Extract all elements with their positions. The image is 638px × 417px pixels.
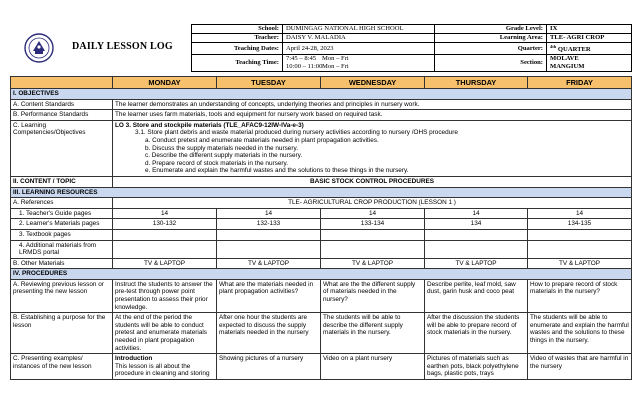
other-thursday: TV & LAPTOP (425, 258, 528, 269)
objectives-heading: I. OBJECTIVES (11, 89, 632, 100)
content-topic-value: BASIC STOCK CONTROL PROCEDURES (113, 176, 632, 187)
tg-monday: 14 (113, 208, 217, 219)
other-wednesday: TV & LAPTOP (321, 258, 425, 269)
tg-wednesday: 14 (321, 208, 425, 219)
lm-wednesday: 133-134 (321, 219, 425, 230)
lm-tuesday: 132-133 (217, 219, 321, 230)
learning-competencies-value (113, 120, 632, 176)
row-teachers-guide (11, 208, 632, 219)
textbook-thursday (425, 229, 528, 240)
row-learners-materials (11, 219, 632, 230)
log-title: DAILY LESSON LOG (72, 41, 173, 52)
purpose-wednesday: The students will be able to describe the different supply materials in the nursery. (321, 313, 425, 354)
day-monday: MONDAY (113, 77, 217, 89)
days-1: Mon – Fri (322, 55, 349, 63)
content-topic-label: II. CONTENT / TOPIC (11, 176, 113, 187)
teacher-label: Teacher: (192, 34, 283, 43)
section-resources (11, 187, 632, 198)
deped-seal-icon (24, 33, 54, 63)
day-header-row (11, 77, 632, 89)
reviewing-label: A. Reviewing previous lesson or presenting the new lesson (11, 279, 113, 312)
additional-thursday (425, 240, 528, 258)
reviewing-monday: Instruct the students to answer the pre-test through power point presentation to assess their prior knowledge. (113, 279, 217, 312)
additional-materials-label: 4. Additional materials from LRMDS portal (11, 240, 113, 258)
row-content-standards (11, 99, 632, 110)
purpose-label: B. Establishing a purpose for the lesson (11, 313, 113, 354)
lo-title: LO 3. Store and stockpile materials (TLE_AFAC9-12IW-IVa-e-3) (115, 121, 304, 129)
section-value (547, 55, 632, 72)
time-label: Teaching Time: (192, 55, 283, 72)
intro-title: Introduction (115, 355, 153, 363)
presenting-monday (113, 354, 217, 380)
row-reviewing (11, 279, 632, 312)
row-purpose (11, 313, 632, 354)
quarter-label: Quarter: (435, 43, 547, 55)
learners-materials-label: 2. Learner's Materials pages (11, 219, 113, 230)
presenting-tuesday: Showing pictures of a nursery (217, 354, 321, 380)
tg-tuesday: 14 (217, 208, 321, 219)
day-wednesday: WEDNESDAY (321, 77, 425, 89)
textbook-monday (113, 229, 217, 240)
time-value (283, 55, 435, 72)
other-monday: TV & LAPTOP (113, 258, 217, 269)
objective-d: d. Prepare record of stock materials in the nursery. (145, 159, 289, 167)
procedures-heading: IV. PROCEDURES (11, 269, 632, 280)
quarter-value (547, 43, 632, 55)
day-thursday: THURSDAY (425, 77, 528, 89)
teacher-value: DAISY V. MALADIA (283, 34, 435, 43)
additional-tuesday (217, 240, 321, 258)
textbook-label: 3. Textbook pages (11, 229, 113, 240)
reviewing-friday: How to prepare record of stock materials in the nursery? (528, 279, 632, 312)
resources-heading: III. LEARNING RESOURCES (11, 187, 632, 198)
references-label: A. References (11, 198, 113, 209)
objective-b: b. Discuss the supply materials needed in the nursery. (145, 144, 298, 152)
time-1: 7:45 – 8:45 (286, 55, 317, 63)
purpose-tuesday: After one hour the students are expected to discuss the supply materials needed in the nursery (217, 313, 321, 354)
learning-competencies-label: C. Learning Competencies/Objectives (11, 120, 113, 176)
performance-standards-value: The learner uses farm materials, tools and equipment for nursery work based on required task. (113, 110, 632, 121)
purpose-monday: At the end of the period the students will be able to conduct pretest and enumerate materials needed in plant propagation activities. (113, 313, 217, 354)
section-2: MANGIUM (550, 63, 585, 71)
day-tuesday: TUESDAY (217, 77, 321, 89)
days-2: Mon – Fri (322, 63, 349, 71)
school-value: DUMINGAG NATIONAL HIGH SCHOOL (283, 25, 435, 34)
content-standards-label: A. Content Standards (11, 99, 113, 110)
row-additional-materials (11, 240, 632, 258)
quarter-sup: 4th (550, 44, 557, 49)
lo-sub: 3.1. Store plant debris and waste material produced during nursery activities according to nursery /OHS procedure (135, 129, 458, 137)
performance-standards-label: B. Performance Standards (11, 110, 113, 121)
section-procedures (11, 269, 632, 280)
section-objectives (11, 89, 632, 100)
objective-c: c. Describe the different supply materials in the nursery. (145, 152, 303, 160)
objective-a: a. Conduct pretest and enumerate materials needed in plant propagation activities. (145, 136, 379, 144)
presenting-label: C. Presenting examples/ instances of the new lesson (11, 354, 113, 380)
intro-text: This lesson is all about the procedure in cleaning and storing (115, 362, 210, 378)
dates-value: April 24-28, 2023 (283, 43, 435, 55)
row-other-materials (11, 258, 632, 269)
grade-value: IX (547, 25, 632, 34)
lm-friday: 134-135 (528, 219, 632, 230)
other-tuesday: TV & LAPTOP (217, 258, 321, 269)
reviewing-thursday: Describe perlite, leaf mold, saw dust, garin husk and coco peat (425, 279, 528, 312)
additional-monday (113, 240, 217, 258)
info-table (191, 24, 632, 72)
area-label: Learning Area: (435, 34, 547, 43)
tg-thursday: 14 (425, 208, 528, 219)
quarter-text: QUARTER (557, 46, 591, 54)
presenting-friday: Video of wastes that are harmful in the nursery (528, 354, 632, 380)
other-friday: TV & LAPTOP (528, 258, 632, 269)
purpose-thursday: After the discussion the students will be able to prepare record of stock materials in the nursery. (425, 313, 528, 354)
row-learning-competencies (11, 120, 632, 176)
header (10, 24, 631, 70)
presenting-thursday: Pictures of materials such as earthen pots, black polyethylene bags, plastic pots, trays (425, 354, 528, 380)
lm-thursday: 134 (425, 219, 528, 230)
section-1: MOLAVE (550, 55, 579, 63)
row-performance-standards (11, 110, 632, 121)
presenting-wednesday: Video on a plant nursery (321, 354, 425, 380)
grade-label: Grade Level: (435, 25, 547, 34)
tg-friday: 14 (528, 208, 632, 219)
teachers-guide-label: 1. Teacher's Guide pages (11, 208, 113, 219)
objective-e: e. Enumerate and explain the harmful wastes and the solutions to these things in the nursery. (145, 167, 409, 175)
content-standards-value: The learner demonstrates an understanding of concepts, underlying theories and principles in nursery work. (113, 99, 632, 110)
dates-label: Teaching Dates: (192, 43, 283, 55)
textbook-tuesday (217, 229, 321, 240)
day-header-blank (11, 77, 113, 89)
textbook-wednesday (321, 229, 425, 240)
time-2: 10:00 – 11:00 (286, 63, 323, 71)
reviewing-tuesday: What are the materials needed in plant propagation activities? (217, 279, 321, 312)
lm-monday: 130-132 (113, 219, 217, 230)
reviewing-wednesday: What are the the different supply of materials needed in the nursery? (321, 279, 425, 312)
row-textbook (11, 229, 632, 240)
day-friday: FRIDAY (528, 77, 632, 89)
references-value: TLE- AGRICULTURAL CROP PRODUCTION (LESSON 1 ) (113, 198, 632, 209)
row-references (11, 198, 632, 209)
row-presenting (11, 354, 632, 380)
lesson-log-table (10, 76, 632, 380)
area-value: TLE- AGRI CROP (547, 34, 632, 43)
row-content-topic (11, 176, 632, 187)
purpose-friday: The students will be able to enumerate and explain the harmful wastes and the solutions to these things in the nursery. (528, 313, 632, 354)
school-label: School: (192, 25, 283, 34)
textbook-friday (528, 229, 632, 240)
additional-friday (528, 240, 632, 258)
other-materials-label: B. Other Materials (11, 258, 113, 269)
section-label: Section: (435, 55, 547, 72)
additional-wednesday (321, 240, 425, 258)
